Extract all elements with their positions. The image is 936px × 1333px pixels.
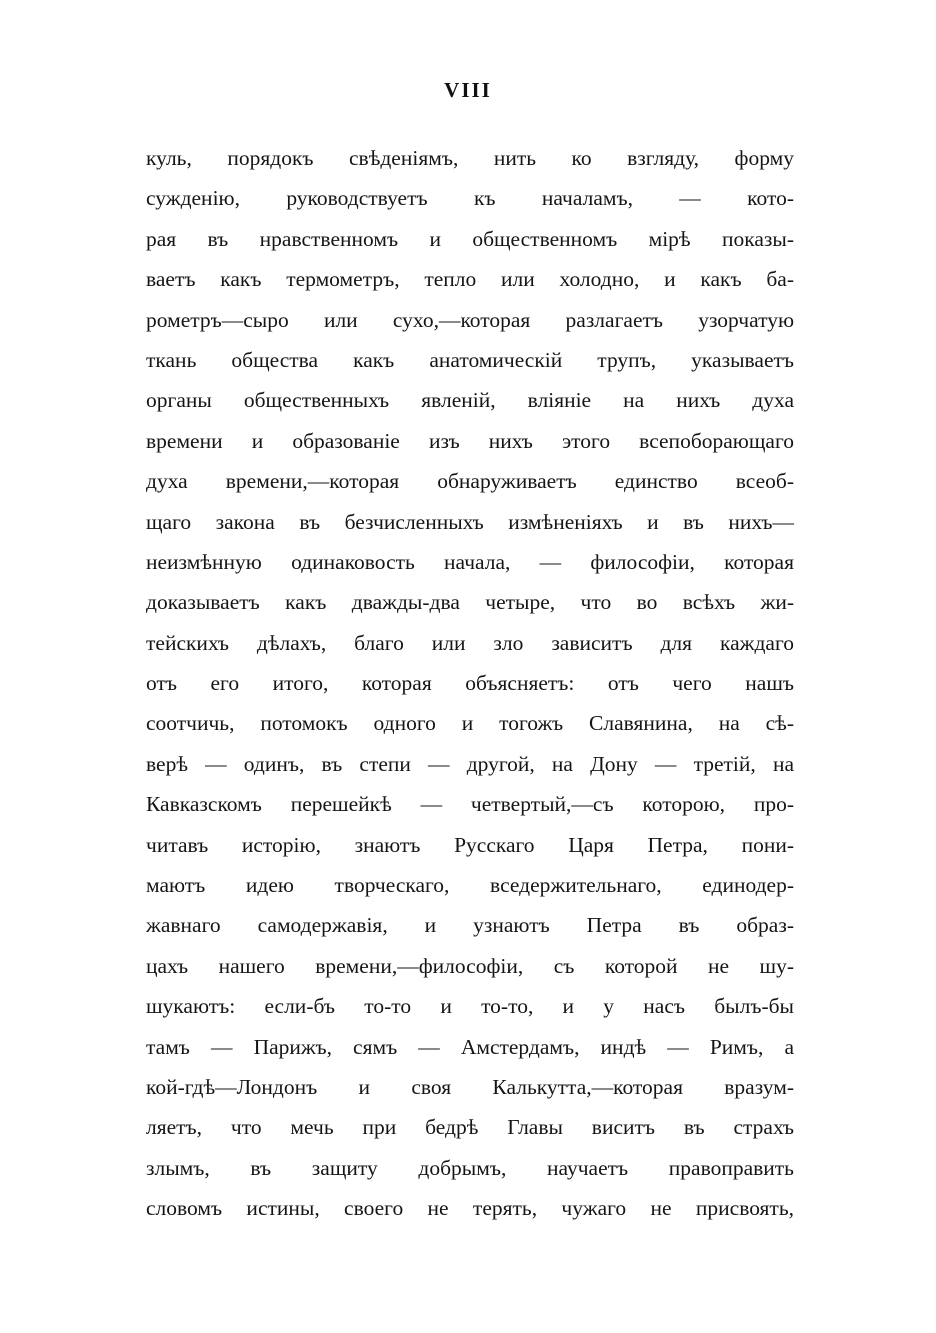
- text-line: ваетъ какъ термометръ, тепло или холодно, и какъ ба-: [146, 267, 794, 292]
- text-line: тейскихъ дѣлахъ, благо или зло зависитъ для каждаго: [146, 630, 794, 655]
- text-line: злымъ, въ защиту добрымъ, научаетъ правоправить: [146, 1155, 794, 1180]
- text-line: цахъ нашего времени,—философіи, съ которой не шу-: [146, 953, 794, 978]
- text-line: верѣ — одинъ, въ степи — другой, на Дону — третій, на: [146, 751, 794, 776]
- text-line: рометръ—сыро или сухо,—которая разлагаетъ узорчатую: [146, 307, 794, 332]
- text-line: доказываетъ какъ дважды-два четыре, что во всѣхъ жи-: [146, 590, 794, 615]
- text-line: органы общественныхъ явленій, вліяніе на нихъ духа: [146, 388, 794, 413]
- text-line: времени и образованіе изъ нихъ этого всепоборающаго: [146, 428, 794, 453]
- page-number: VIII: [444, 78, 492, 102]
- text-line: жавнаго самодержавія, и узнаютъ Петра въ образ-: [146, 913, 794, 938]
- text-line: читавъ исторію, знаютъ Русскаго Царя Петра, пони-: [146, 832, 794, 857]
- text-line: куль, порядокъ свѣденіямъ, нить ко взгляду, форму: [146, 146, 794, 170]
- text-line: шукаютъ: если-бъ то-то и то-то, и у насъ былъ-бы: [146, 994, 794, 1019]
- text-line: щаго закона въ безчисленныхъ измѣненіяхъ и въ нихъ—: [146, 509, 794, 534]
- text-line: тамъ — Парижъ, сямъ — Амстердамъ, индѣ — Римъ, а: [146, 1034, 794, 1059]
- text-line: рая въ нравственномъ и общественномъ мірѣ показы-: [146, 226, 794, 251]
- text-line: соотчичь, потомокъ одного и тогожъ Славянина, на сѣ-: [146, 711, 794, 736]
- text-line: духа времени,—которая обнаруживаетъ единство всеоб-: [146, 469, 794, 494]
- text-line: ткань общества какъ анатомическій трупъ, указываетъ: [146, 347, 794, 372]
- text-line: ляетъ, что мечь при бедрѣ Главы виситъ въ страхъ: [146, 1115, 794, 1140]
- body-text: [146, 138, 794, 1229]
- text-line: словомъ истины, своего не терять, чужаго не присвоять,: [146, 1196, 794, 1221]
- text-line: кой-гдѣ—Лондонъ и своя Калькутта,—которая вразум-: [146, 1074, 794, 1099]
- text-line: маютъ идею творческаго, вседержительнаго, единодер-: [146, 873, 794, 898]
- text-line: отъ его итого, которая объясняетъ: отъ чего нашъ: [146, 671, 794, 696]
- text-line: Кавказскомъ перешейкѣ — четвертый,—съ которою, про-: [146, 792, 794, 817]
- text-line: сужденію, руководствуетъ къ началамъ, — кото-: [146, 186, 794, 211]
- text-line: неизмѣнную одинаковость начала, — философіи, которая: [146, 549, 794, 574]
